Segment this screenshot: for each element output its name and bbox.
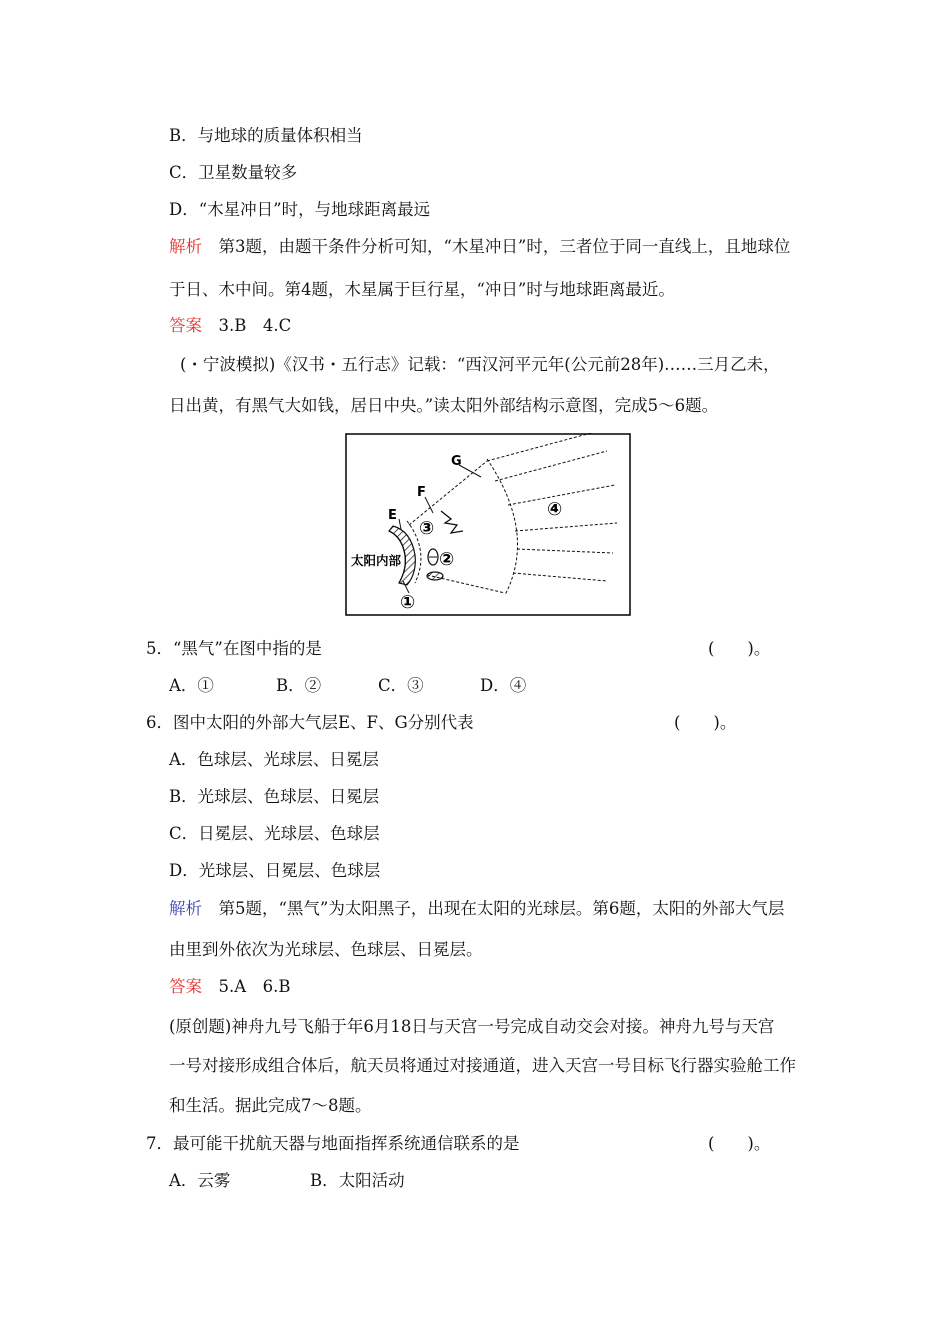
answer-text: 5.A 6.B	[202, 977, 291, 996]
q6-option-b: B．光球层、色球层、日冕层	[169, 787, 380, 806]
intro-5-6-line2: 日出黄，有黑气大如钱，居日中央。”读太阳外部结构示意图，完成5～6题。	[169, 396, 719, 415]
mark-1: ①	[400, 592, 416, 613]
intro-7-8-line2: 一号对接形成组合体后，航天员将通过对接通道，进入天宫一号目标飞行器实验舱工作	[169, 1056, 796, 1075]
analysis-5-6-line1	[169, 898, 784, 920]
q7-option-a: A．云雾	[169, 1171, 231, 1190]
answer-5-6	[169, 976, 291, 998]
label-g: G	[451, 454, 462, 469]
intro-7-8-line3: 和生活。据此完成7～8题。	[169, 1096, 372, 1115]
q5-option-b: B．②	[276, 676, 322, 695]
intro-5-6-line1: (・宁波模拟)《汉书・五行志》记载：“西汉河平元年(公元前28年)……三月乙未，	[180, 355, 780, 374]
q6-option-d: D．光球层、日冕层、色球层	[169, 861, 381, 880]
label-f: F	[417, 485, 426, 500]
q6-stem: 6．图中太阳的外部大气层E、F、G分别代表	[146, 713, 474, 732]
answer-label: 答案	[169, 316, 202, 335]
analysis-3-4-line1	[169, 236, 790, 258]
label-e: E	[388, 508, 397, 523]
q6-answer-blank: ( )。	[674, 713, 737, 732]
label-sun-interior: 太阳内部	[351, 553, 402, 568]
q7-option-b: B．太阳活动	[310, 1171, 405, 1190]
q5-stem: 5．“黑气”在图中指的是	[146, 639, 322, 658]
analysis-label: 解析	[169, 237, 202, 256]
sunspot-oval-2	[427, 572, 443, 580]
answer-text: 3.B 4.C	[202, 316, 292, 335]
q7-answer-blank: ( )。	[708, 1134, 771, 1153]
mark-2: ②	[439, 549, 455, 570]
q5-option-c: C．③	[378, 676, 424, 695]
mark-3: ③	[419, 518, 435, 539]
analysis-text: 第3题，由题干条件分析可知，“木星冲日”时，三者位于同一直线上，且地球位	[202, 237, 791, 256]
analysis-text: 第5题，“黑气”为太阳黑子，出现在太阳的光球层。第6题，太阳的外部大气层	[202, 899, 785, 918]
analysis-label: 解析	[169, 899, 202, 918]
mark-4: ④	[547, 499, 563, 520]
q5-answer-blank: ( )。	[708, 639, 771, 658]
q6-option-a: A．色球层、光球层、日冕层	[169, 750, 379, 769]
q4-option-d: D．“木星冲日”时，与地球距离最远	[169, 200, 431, 219]
q4-option-c: C．卫星数量较多	[169, 163, 298, 182]
q5-option-d: D．④	[480, 676, 527, 695]
sun-structure-figure	[345, 433, 631, 616]
answer-label: 答案	[169, 977, 202, 996]
analysis-5-6-line2: 由里到外依次为光球层、色球层、日冕层。	[169, 940, 483, 959]
q4-option-b: B．与地球的质量体积相当	[169, 126, 363, 145]
q6-option-c: C．日冕层、光球层、色球层	[169, 824, 380, 843]
q7-stem: 7．最可能干扰航天器与地面指挥系统通信联系的是	[146, 1134, 520, 1153]
intro-7-8-line1: (原创题)神舟九号飞船于年6月18日与天宫一号完成自动交会对接。神舟九号与天宫	[169, 1017, 775, 1036]
q5-option-a: A．①	[169, 676, 214, 695]
answer-3-4	[169, 315, 291, 337]
analysis-3-4-line2: 于日、木中间。第4题，木星属于巨行星，“冲日”时与地球距离最近。	[169, 280, 675, 299]
